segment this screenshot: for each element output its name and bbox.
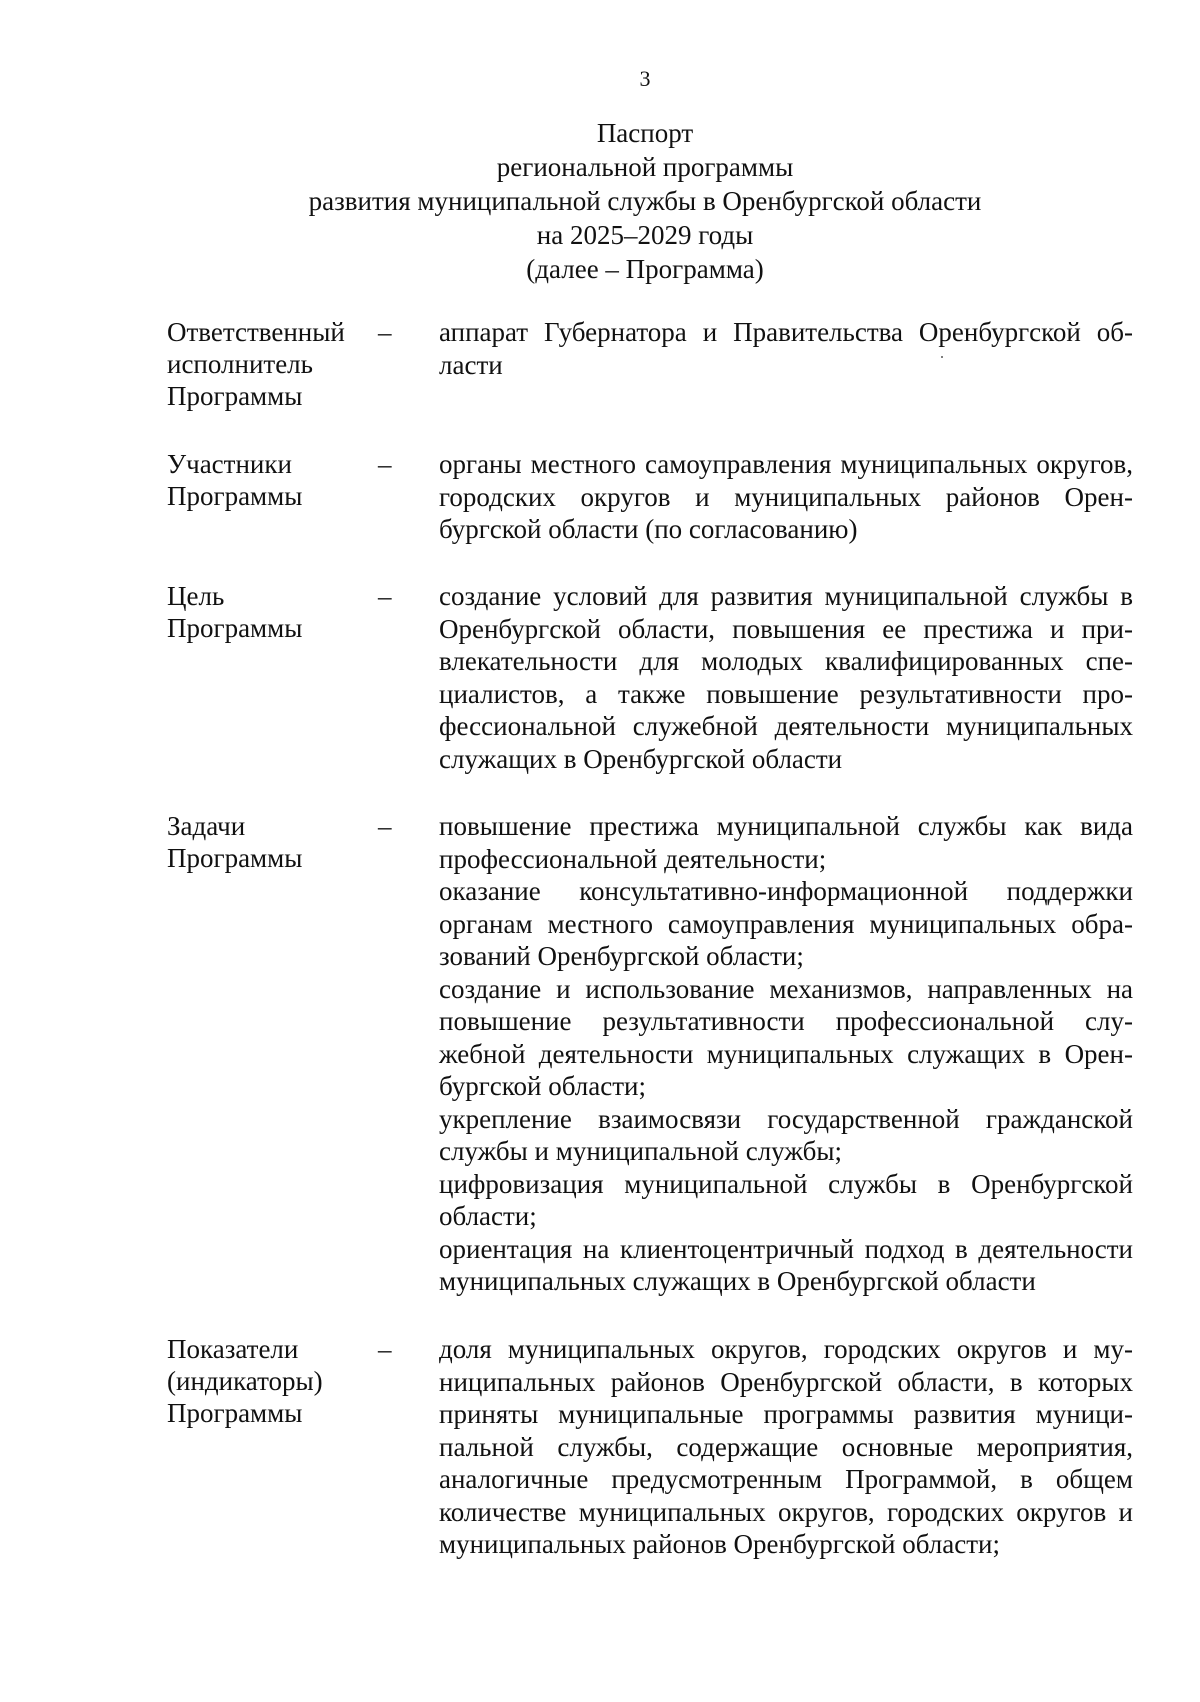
section-label bbox=[167, 1333, 367, 1429]
title-line: (далее – Программа) bbox=[526, 254, 764, 284]
section-dash: – bbox=[378, 317, 392, 347]
document-title bbox=[0, 116, 1200, 286]
content-paragraph: укрепление взаимосвязи государственной гражданской службы и муниципальной службы; bbox=[439, 1103, 1133, 1166]
label-line: Программы bbox=[167, 381, 303, 411]
section-label bbox=[167, 580, 367, 644]
content-paragraph: создание условий для развития муниципальной службы в Оренбургской области, повышения ее престижа и привлекательности для молодых квалифицированных специалистов, а также повышение результативности профессиональной служебной деятельности муниципальных служащих в Оренбургской области bbox=[439, 581, 1133, 774]
title-line: развития муниципальной службы в Оренбургской области bbox=[308, 186, 982, 216]
content-paragraph: оказание консультативно-информационной поддержки органам местного самоуправления муниципальных образований Оренбургской области; bbox=[439, 876, 1133, 971]
title-line: региональной программы bbox=[496, 152, 794, 182]
section-dash: – bbox=[378, 1334, 392, 1364]
section-label bbox=[167, 316, 367, 412]
label-line: Программы bbox=[167, 613, 303, 643]
label-line: (индикаторы) bbox=[167, 1366, 323, 1396]
page-number: 3 bbox=[639, 66, 651, 91]
section-label bbox=[167, 810, 367, 874]
scan-speck bbox=[941, 356, 943, 358]
section-content bbox=[439, 1333, 1133, 1561]
content-paragraph: доля муниципальных округов, городских округов и муниципальных районов Оренбургской области, в которых приняты муниципальные программы развития муниципальной службы, содержащие основные мероприятия, аналогичные предусмотренным Программой, в общем количестве муниципальных округов, городских округов и муниципальных районов Оренбургской области; bbox=[439, 1334, 1133, 1559]
content-paragraph: повышение престижа муниципальной службы как вида профессиональной деятельности; bbox=[439, 811, 1133, 874]
label-line: Программы bbox=[167, 481, 303, 511]
section-content bbox=[439, 316, 1133, 381]
section-content bbox=[439, 810, 1133, 1298]
section-content bbox=[439, 448, 1133, 546]
label-line: Показатели bbox=[167, 1334, 299, 1364]
content-paragraph: аппарат Губернатора и Правительства Оренбургской области bbox=[439, 317, 1133, 380]
content-paragraph: цифровизация муниципальной службы в Оренбургской области; bbox=[439, 1168, 1133, 1231]
section-dash: – bbox=[378, 449, 392, 479]
label-line: Цель bbox=[167, 581, 225, 611]
content-paragraph: органы местного самоуправления муниципальных округов, городских округов и муниципальных районов Оренбургской области (по согласованию) bbox=[439, 449, 1133, 544]
label-line: Программы bbox=[167, 843, 303, 873]
section-label bbox=[167, 448, 367, 512]
label-line: Задачи bbox=[167, 811, 246, 841]
label-line: Программы bbox=[167, 1398, 303, 1428]
title-line: Паспорт bbox=[596, 118, 694, 148]
section-dash: – bbox=[378, 811, 392, 841]
label-line: Участники bbox=[167, 449, 292, 479]
label-line: Ответственный bbox=[167, 317, 345, 347]
content-paragraph: создание и использование механизмов, направленных на повышение результативности профессиональной служебной деятельности муниципальных служащих в Оренбургской области; bbox=[439, 973, 1133, 1101]
section-content bbox=[439, 580, 1133, 775]
label-line: исполнитель bbox=[167, 349, 313, 379]
content-paragraph: ориентация на клиентоцентричный подход в деятельности муниципальных служащих в Оренбургской области bbox=[439, 1233, 1133, 1296]
section-dash: – bbox=[378, 581, 392, 611]
title-line: на 2025–2029 годы bbox=[536, 220, 754, 250]
